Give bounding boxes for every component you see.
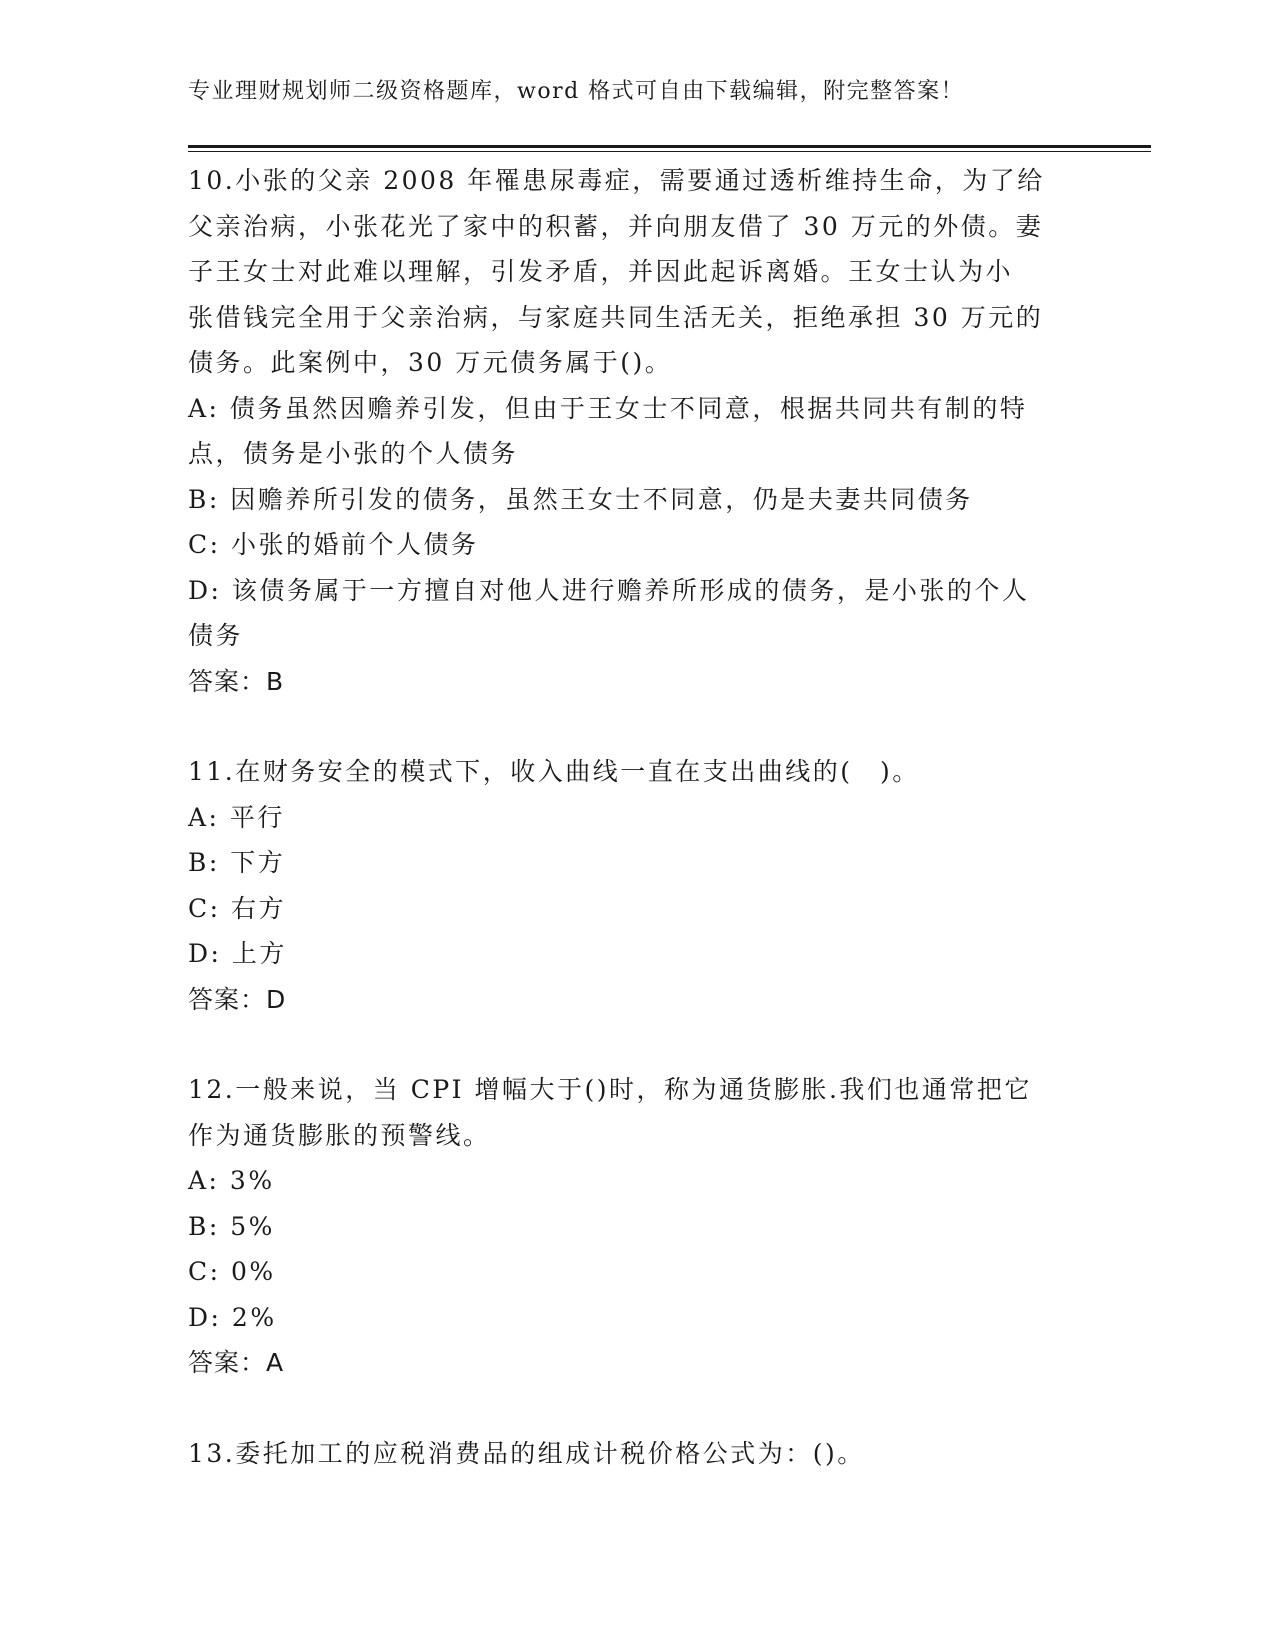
option-d xyxy=(188,568,1078,659)
option-c xyxy=(188,522,1078,568)
question-10 xyxy=(188,158,1078,704)
question-list xyxy=(188,158,1078,1521)
option-a: A: 平行 xyxy=(188,802,285,832)
question-stem-line: 13.委托加工的应税消费品的组成计税价格公式为：()。 xyxy=(188,1438,865,1468)
header-rule-thin xyxy=(188,151,1151,152)
question-stem-line: 12.一般来说，当 CPI 增幅大于()时，称为通货膨胀.我们也通常把它 xyxy=(188,1075,1032,1104)
option-line: D: 该债务属于一方擅自对他人进行赡养所形成的债务，是小张的个人 xyxy=(188,575,1030,605)
option-c: C: 右方 xyxy=(188,893,286,923)
question-stem-line: 作为通货膨胀的预警线。 xyxy=(188,1120,491,1150)
option-d: D: 上方 xyxy=(188,939,287,968)
option-c: C: 0% xyxy=(188,1257,276,1286)
question-stem-line: 张借钱完全用于父亲治病，与家庭共同生活无关，拒绝承担 30 万元的 xyxy=(188,302,1044,332)
option-b: B: 下方 xyxy=(188,848,286,877)
option-line: B: 因赡养所引发的债务，虽然王女士不同意，仍是夫妻共同债务 xyxy=(188,484,973,514)
option-a xyxy=(188,386,1078,477)
option-line: A: 债务虽然因赡养引发，但由于王女士不同意，根据共同共有制的特 xyxy=(188,393,1028,423)
header-rule-thick xyxy=(188,145,1151,148)
question-stem-line: 11.在财务安全的模式下，收入曲线一直在支出曲线的( )。 xyxy=(188,757,920,786)
option-d: D: 2% xyxy=(188,1302,277,1332)
answer-label: 答案：A xyxy=(188,1348,285,1377)
option-b: B: 5% xyxy=(188,1211,275,1241)
question-stem-line: 10.小张的父亲 2008 年罹患尿毒症，需要通过透析维持生命，为了给 xyxy=(188,166,1045,195)
page-header: 专业理财规划师二级资格题库，word 格式可自由下载编辑，附完整答案！ xyxy=(188,79,965,104)
answer-label: 答案：B xyxy=(188,666,285,696)
question-stem-line: 债务。此案例中，30 万元债务属于()。 xyxy=(188,348,673,377)
question-12 xyxy=(188,1067,1078,1386)
option-line: 点，债务是小张的个人债务 xyxy=(188,439,519,468)
option-line: C: 小张的婚前个人债务 xyxy=(188,530,479,559)
question-stem-line: 父亲治病，小张花光了家中的积蓄，并向朋友借了 30 万元的外债。妻 xyxy=(188,211,1044,241)
option-line: 债务 xyxy=(188,621,244,650)
question-13 xyxy=(188,1431,1078,1477)
option-a: A: 3% xyxy=(188,1166,275,1195)
option-b xyxy=(188,477,1078,523)
question-stem-line: 子王女士对此难以理解，引发矛盾，并因此起诉离婚。王女士认为小 xyxy=(188,257,1014,286)
answer-label: 答案：D xyxy=(188,984,287,1014)
question-11 xyxy=(188,749,1078,1022)
